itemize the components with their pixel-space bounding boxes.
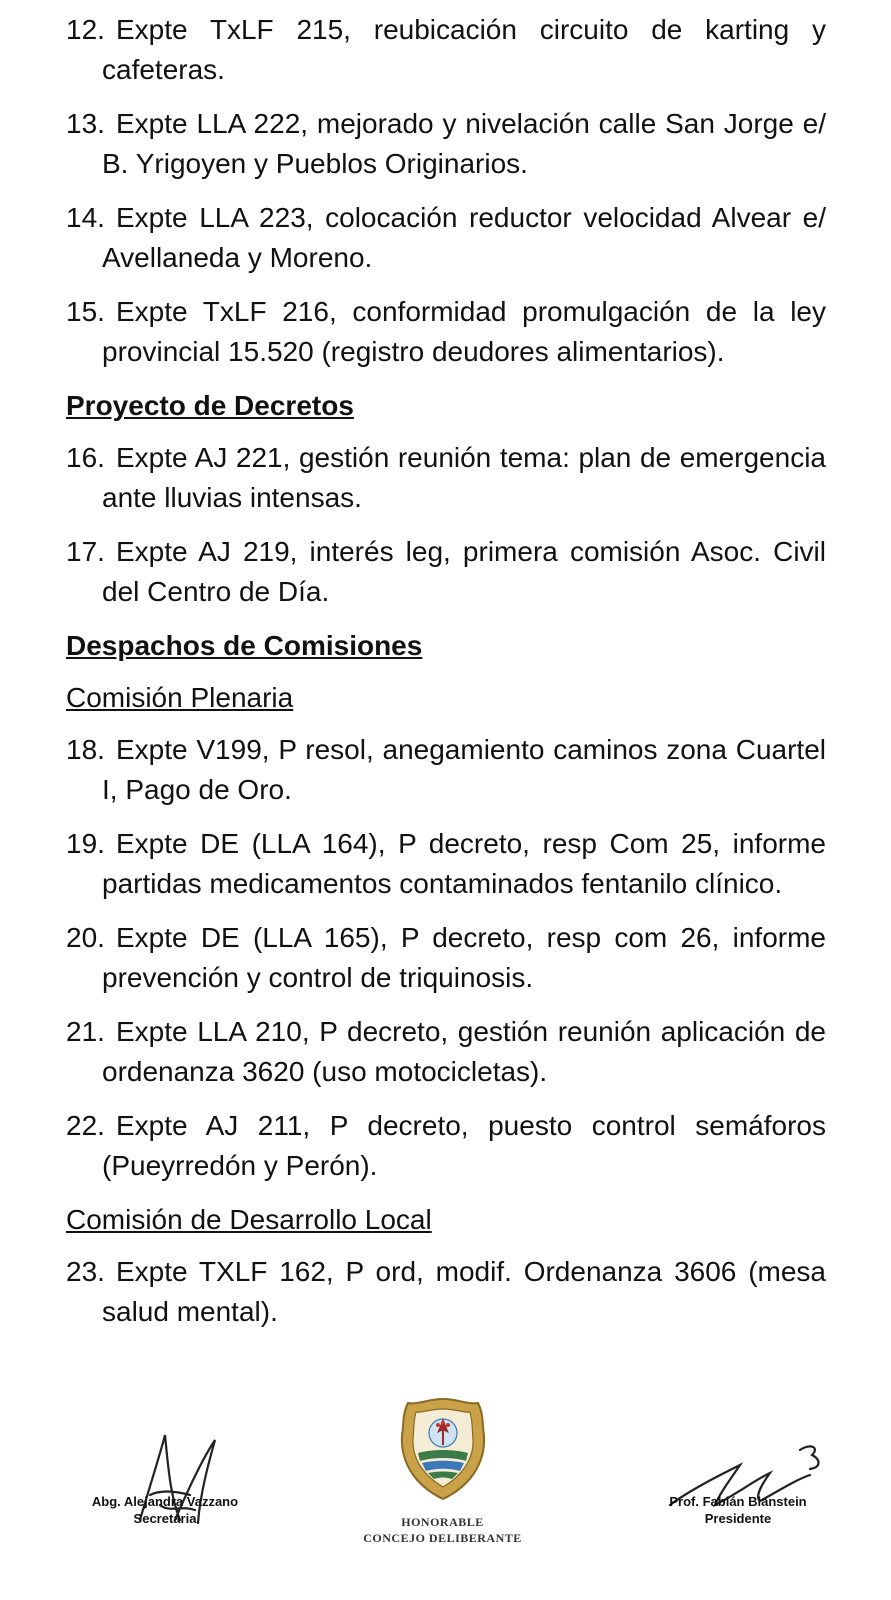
right-signature-block xyxy=(648,1493,828,1527)
section-heading-decretos: Proyecto de Decretos xyxy=(66,390,354,421)
item-text: Expte LLA 222, mejorado y nivelación calle San Jorge e/ B. Yrigoyen y Pueblos Originarios. xyxy=(102,108,826,179)
item-number: 23. xyxy=(66,1256,105,1287)
item-number: 14. xyxy=(66,202,105,233)
item-number: 19. xyxy=(66,828,105,859)
list-item xyxy=(66,438,826,518)
council-emblem xyxy=(355,1395,530,1546)
left-signature-block xyxy=(70,1493,260,1527)
item-text: Expte DE (LLA 165), P decreto, resp com 26, informe prevención y control de triquinosis. xyxy=(102,922,826,993)
item-number: 18. xyxy=(66,734,105,765)
right-signatory-role: Presidente xyxy=(704,1511,772,1526)
right-signatory-name: Prof. Fabián Blanstein xyxy=(669,1494,807,1509)
left-signatory-name: Abg. Alejandra Vazzano xyxy=(91,1494,239,1509)
item-text: Expte LLA 210, P decreto, gestión reunión aplicación de ordenanza 3620 (uso motocicletas). xyxy=(102,1016,826,1087)
list-item xyxy=(66,1012,826,1092)
council-shield-icon xyxy=(398,1395,488,1503)
item-number: 22. xyxy=(66,1110,105,1141)
list-item xyxy=(66,292,826,372)
item-text: Expte DE (LLA 164), P decreto, resp Com 25, informe partidas medicamentos contaminados fentanilo clínico. xyxy=(102,828,826,899)
subsection-heading-desarrollo: Comisión de Desarrollo Local xyxy=(66,1204,432,1235)
item-text: Expte TxLF 215, reubicación circuito de karting y cafeteras. xyxy=(102,14,826,85)
item-number: 13. xyxy=(66,108,105,139)
item-text: Expte AJ 211, P decreto, puesto control semáforos (Pueyrredón y Perón). xyxy=(102,1110,826,1181)
item-number: 20. xyxy=(66,922,105,953)
list-item xyxy=(66,10,826,90)
subsection-heading-plenaria: Comisión Plenaria xyxy=(66,682,294,713)
emblem-caption-line2: CONCEJO DELIBERANTE xyxy=(363,1531,522,1545)
item-number: 15. xyxy=(66,296,105,327)
item-number: 17. xyxy=(66,536,105,567)
item-number: 12. xyxy=(66,14,105,45)
item-text: Expte AJ 221, gestión reunión tema: plan de emergencia ante lluvias intensas. xyxy=(102,442,826,513)
item-text: Expte TXLF 162, P ord, modif. Ordenanza 3606 (mesa salud mental). xyxy=(102,1256,826,1327)
list-item xyxy=(66,918,826,998)
item-text: Expte TxLF 216, conformidad promulgación de la ley provincial 15.520 (registro deudores alimentarios). xyxy=(102,296,826,367)
list-item xyxy=(66,198,826,278)
left-signatory-role: Secretaria xyxy=(133,1511,197,1526)
item-text: Expte V199, P resol, anegamiento caminos zona Cuartel I, Pago de Oro. xyxy=(102,734,826,805)
item-number: 16. xyxy=(66,442,105,473)
list-item xyxy=(66,1252,826,1332)
emblem-caption-line1: HONORABLE xyxy=(401,1515,484,1529)
document-page xyxy=(66,10,826,1346)
item-text: Expte AJ 219, interés leg, primera comisión Asoc. Civil del Centro de Día. xyxy=(102,536,826,607)
signature-footer xyxy=(0,1395,891,1600)
list-item xyxy=(66,1106,826,1186)
list-item xyxy=(66,532,826,612)
list-item xyxy=(66,824,826,904)
list-item xyxy=(66,730,826,810)
list-item xyxy=(66,104,826,184)
item-number: 21. xyxy=(66,1016,105,1047)
section-heading-despachos: Despachos de Comisiones xyxy=(66,630,423,661)
item-text: Expte LLA 223, colocación reductor velocidad Alvear e/ Avellaneda y Moreno. xyxy=(102,202,826,273)
